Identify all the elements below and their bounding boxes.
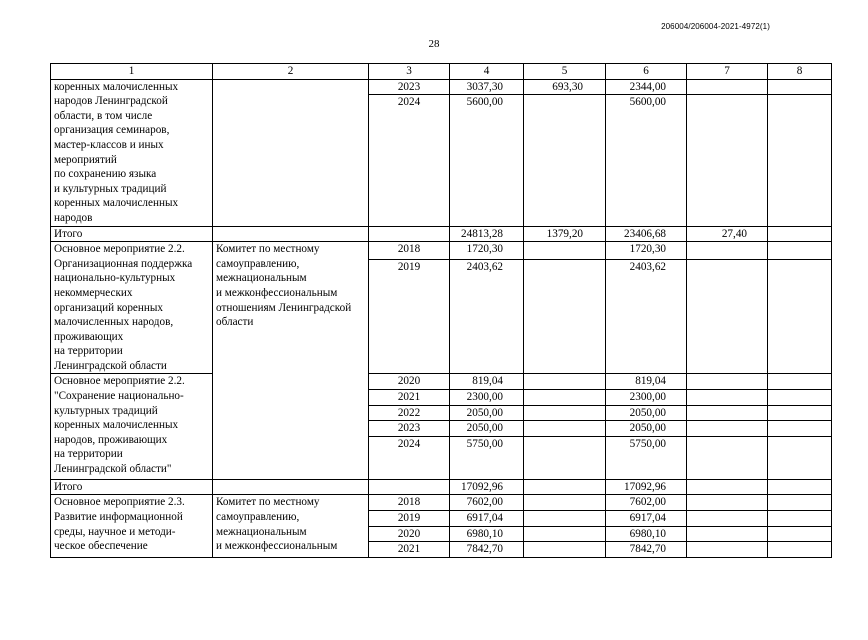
amount-other-cell xyxy=(768,405,832,421)
header-cell: 3 xyxy=(369,64,450,80)
amount-total-cell: 5600,00 xyxy=(450,95,524,226)
amount-other-cell xyxy=(768,259,832,374)
amount-local-cell xyxy=(687,542,768,558)
amount-regional-cell: 7602,00 xyxy=(606,495,687,511)
amount-other-cell xyxy=(768,479,832,495)
amount-total-cell: 2403,62 xyxy=(450,259,524,374)
amount-local-cell xyxy=(687,390,768,406)
amount-regional-cell: 2050,00 xyxy=(606,421,687,437)
amount-other-cell xyxy=(768,79,832,95)
amount-local-cell xyxy=(687,511,768,527)
amount-total-cell: 7842,70 xyxy=(450,542,524,558)
amount-regional-cell: 6980,10 xyxy=(606,526,687,542)
amount-other-cell xyxy=(768,526,832,542)
amount-regional-cell: 2344,00 xyxy=(606,79,687,95)
amount-federal-cell xyxy=(524,436,606,479)
amount-regional-cell: 2403,62 xyxy=(606,259,687,374)
amount-other-cell xyxy=(768,226,832,242)
executor-cell xyxy=(213,79,369,226)
header-row xyxy=(51,64,832,80)
amount-other-cell xyxy=(768,511,832,527)
amount-regional-cell: 2050,00 xyxy=(606,405,687,421)
amount-other-cell xyxy=(768,421,832,437)
year-cell: 2022 xyxy=(369,405,450,421)
table-row xyxy=(51,79,832,95)
page-number: 28 xyxy=(428,38,440,50)
amount-regional-cell: 1720,30 xyxy=(606,242,687,260)
year-cell: 2020 xyxy=(369,526,450,542)
activity-name-cell: коренных малочисленных народов Ленинградской области, в том числе организация семинаров, мастер-классов и иных мероприятий по сохранению языка и культурных традиций коренных малочисленных народов xyxy=(51,79,213,226)
amount-federal-cell: 1379,20 xyxy=(524,226,606,242)
year-cell: 2023 xyxy=(369,421,450,437)
year-cell: 2021 xyxy=(369,542,450,558)
amount-federal-cell xyxy=(524,511,606,527)
amount-regional-cell: 2300,00 xyxy=(606,390,687,406)
amount-local-cell xyxy=(687,242,768,260)
amount-other-cell xyxy=(768,242,832,260)
amount-federal-cell xyxy=(524,242,606,260)
amount-regional-cell: 6917,04 xyxy=(606,511,687,527)
year-cell: 2023 xyxy=(369,79,450,95)
amount-regional-cell: 7842,70 xyxy=(606,542,687,558)
year-cell xyxy=(369,226,450,242)
executor-cell xyxy=(213,226,369,242)
amount-federal-cell xyxy=(524,542,606,558)
year-cell: 2020 xyxy=(369,374,450,390)
amount-local-cell: 27,40 xyxy=(687,226,768,242)
amount-federal-cell xyxy=(524,95,606,226)
amount-local-cell xyxy=(687,421,768,437)
amount-federal-cell xyxy=(524,390,606,406)
amount-local-cell xyxy=(687,405,768,421)
year-cell: 2021 xyxy=(369,390,450,406)
year-cell: 2024 xyxy=(369,95,450,226)
activity-name-cell: Основное мероприятие 2.2. "Сохранение национально- культурных традиций коренных малочисленных народов, проживающих на территории Ленинградской области" xyxy=(51,374,213,479)
header-cell: 8 xyxy=(768,64,832,80)
amount-federal-cell xyxy=(524,405,606,421)
year-cell xyxy=(369,479,450,495)
amount-total-cell: 24813,28 xyxy=(450,226,524,242)
table-row xyxy=(51,495,832,511)
amount-federal-cell xyxy=(524,374,606,390)
amount-total-cell: 17092,96 xyxy=(450,479,524,495)
amount-total-cell: 7602,00 xyxy=(450,495,524,511)
amount-total-cell: 3037,30 xyxy=(450,79,524,95)
total-label: Итого xyxy=(51,479,213,495)
amount-regional-cell: 5600,00 xyxy=(606,95,687,226)
amount-local-cell xyxy=(687,259,768,374)
table-row xyxy=(51,242,832,260)
amount-federal-cell xyxy=(524,479,606,495)
document-id: 206004/206004-2021-4972(1) xyxy=(661,22,770,31)
amount-local-cell xyxy=(687,479,768,495)
amount-other-cell xyxy=(768,436,832,479)
total-label: Итого xyxy=(51,226,213,242)
amount-regional-cell: 819,04 xyxy=(606,374,687,390)
amount-local-cell xyxy=(687,495,768,511)
amount-federal-cell xyxy=(524,421,606,437)
amount-local-cell xyxy=(687,374,768,390)
year-cell: 2019 xyxy=(369,259,450,374)
year-cell: 2019 xyxy=(369,511,450,527)
amount-total-cell: 819,04 xyxy=(450,374,524,390)
header-cell: 1 xyxy=(51,64,213,80)
total-row xyxy=(51,479,832,495)
amount-other-cell xyxy=(768,374,832,390)
amount-other-cell xyxy=(768,95,832,226)
amount-total-cell: 2050,00 xyxy=(450,421,524,437)
year-cell: 2018 xyxy=(369,495,450,511)
executor-cell xyxy=(213,479,369,495)
header-cell: 5 xyxy=(524,64,606,80)
amount-regional-cell: 17092,96 xyxy=(606,479,687,495)
amount-total-cell: 2300,00 xyxy=(450,390,524,406)
amount-total-cell: 2050,00 xyxy=(450,405,524,421)
amount-total-cell: 5750,00 xyxy=(450,436,524,479)
program-table xyxy=(50,63,832,558)
amount-other-cell xyxy=(768,542,832,558)
year-cell: 2018 xyxy=(369,242,450,260)
amount-total-cell: 1720,30 xyxy=(450,242,524,260)
amount-local-cell xyxy=(687,436,768,479)
header-cell: 7 xyxy=(687,64,768,80)
header-cell: 6 xyxy=(606,64,687,80)
table-row xyxy=(51,374,832,390)
amount-federal-cell xyxy=(524,526,606,542)
amount-local-cell xyxy=(687,526,768,542)
amount-local-cell xyxy=(687,79,768,95)
amount-total-cell: 6917,04 xyxy=(450,511,524,527)
total-row xyxy=(51,226,832,242)
amount-regional-cell: 23406,68 xyxy=(606,226,687,242)
amount-federal-cell xyxy=(524,259,606,374)
amount-federal-cell: 693,30 xyxy=(524,79,606,95)
amount-federal-cell xyxy=(524,495,606,511)
executor-cell: Комитет по местному самоуправлению, межнациональным и межконфессиональным xyxy=(213,495,369,557)
amount-other-cell xyxy=(768,495,832,511)
header-cell: 2 xyxy=(213,64,369,80)
year-cell: 2024 xyxy=(369,436,450,479)
executor-cell: Комитет по местному самоуправлению, межнациональным и межконфессиональным отношениям Ленинградской области xyxy=(213,242,369,480)
activity-name-cell: Основное мероприятие 2.3. Развитие информационной среды, научное и методи- ческое обеспечение xyxy=(51,495,213,557)
amount-regional-cell: 5750,00 xyxy=(606,436,687,479)
header-cell: 4 xyxy=(450,64,524,80)
amount-total-cell: 6980,10 xyxy=(450,526,524,542)
activity-name-cell: Основное мероприятие 2.2. Организационная поддержка национально-культурных некоммерческих организаций коренных малочисленных народов, проживающих на территории Ленинградской области xyxy=(51,242,213,374)
amount-other-cell xyxy=(768,390,832,406)
amount-local-cell xyxy=(687,95,768,226)
